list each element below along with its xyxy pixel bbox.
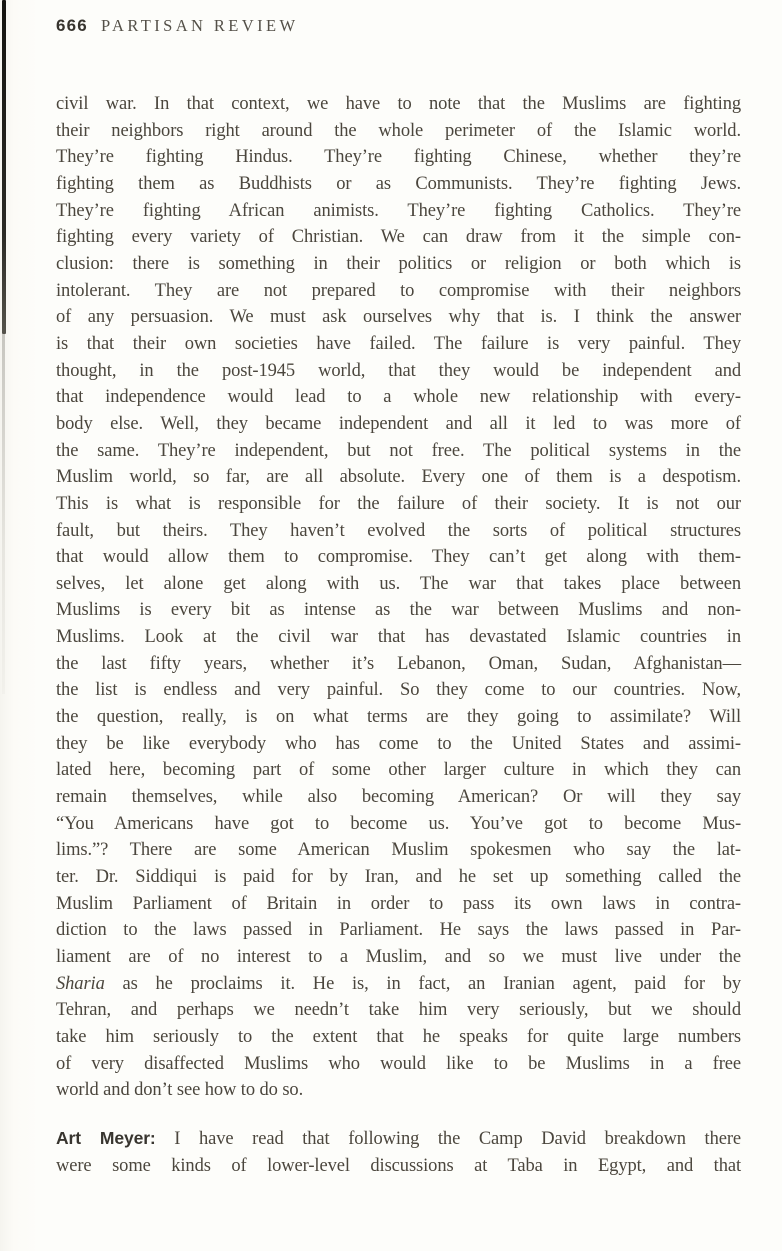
text-line — [56, 384, 741, 411]
italic-term: Sharia — [56, 973, 105, 994]
text-line — [56, 811, 741, 838]
paragraph — [56, 1125, 741, 1179]
text-segment: the question, really, is on what terms are they going to assimilate? Will — [56, 707, 741, 728]
text-line — [56, 891, 741, 918]
text-segment: were some kinds of lower-level discussions at Taba in Egypt, and that — [56, 1155, 741, 1176]
text-segment: is that their own societies have failed. The failure is very painful. They — [56, 333, 741, 354]
text-line — [56, 944, 741, 971]
text-segment: civil war. In that context, we have to note that the Muslims are fighting — [56, 94, 741, 114]
text-line — [56, 597, 741, 624]
text-line — [56, 624, 741, 651]
text-line — [56, 651, 741, 678]
text-line — [56, 1153, 741, 1180]
text-segment: fighting them as Buddhists or as Communists. They’re fighting Jews. — [56, 173, 741, 194]
journal-title: PARTISAN REVIEW — [100, 16, 299, 35]
text-line — [56, 704, 741, 731]
text-segment: diction to the laws passed in Parliament. He says the laws passed in Par- — [56, 920, 741, 941]
text-segment: clusion: there is something in their politics or religion or both which is — [56, 253, 741, 274]
text-segment: of any persuasion. We must ask ourselves why that is. I think the answer — [56, 307, 741, 328]
text-segment: Muslim world, so far, are all absolute. Every one of them is a despotism. — [56, 467, 741, 488]
text-segment: Muslims is every bit as intense as the war between Muslims and non- — [56, 600, 741, 621]
text-line — [56, 917, 741, 944]
text-line — [56, 1051, 741, 1078]
scan-edge-artifact — [2, 0, 6, 334]
text-segment: I have read that following the Camp David breakdown there — [155, 1128, 741, 1149]
text-segment: fault, but theirs. They haven’t evolved the sorts of political structures — [56, 520, 741, 541]
text-line — [56, 304, 741, 331]
text-line — [56, 677, 741, 704]
text-segment: body else. Well, they became independent and all it led to was more of — [56, 413, 741, 434]
text-line — [56, 464, 741, 491]
running-header — [56, 16, 298, 37]
text-segment: as he proclaims it. He is, in fact, an Iranian agent, paid for by — [104, 973, 741, 994]
text-line — [56, 358, 741, 385]
text-line — [56, 91, 741, 118]
text-segment: lated here, becoming part of some other larger culture in which they can — [56, 760, 741, 781]
paragraph — [56, 91, 741, 1104]
text-segment: ter. Dr. Siddiqui is paid for by Iran, and he set up something called the — [56, 867, 741, 888]
text-segment: the last fifty years, whether it’s Lebanon, Oman, Sudan, Afghanistan— — [56, 653, 741, 674]
text-line — [56, 971, 741, 998]
text-segment: their neighbors right around the whole perimeter of the Islamic world. — [56, 120, 741, 141]
text-line — [56, 864, 741, 891]
text-segment: that independence would lead to a whole new relationship with every- — [56, 387, 741, 408]
text-line — [56, 171, 741, 198]
text-line — [56, 571, 741, 598]
text-segment: remain themselves, while also becoming American? Or will they say — [56, 787, 741, 808]
scan-edge-artifact-faint — [2, 334, 5, 694]
page-body — [56, 91, 741, 1179]
text-segment: This is what is responsible for the failure of their society. It is not our — [56, 493, 741, 514]
text-segment: the list is endless and very painful. So they come to our countries. Now, — [56, 680, 741, 701]
text-line — [56, 837, 741, 864]
text-line — [56, 491, 741, 518]
speaker-name: Art Meyer: — [56, 1127, 156, 1148]
text-line — [56, 544, 741, 571]
text-line — [56, 411, 741, 438]
page-number: 666 — [56, 16, 88, 35]
text-segment: the same. They’re independent, but not free. The political systems in the — [56, 440, 741, 461]
text-segment: thought, in the post-1945 world, that they would be independent and — [56, 360, 741, 381]
text-line — [56, 997, 741, 1024]
text-segment: take him seriously to the extent that he speaks for quite large numbers — [56, 1026, 741, 1047]
text-line — [56, 518, 741, 545]
text-line — [56, 757, 741, 784]
text-line — [56, 224, 741, 251]
text-line — [56, 118, 741, 145]
text-line — [56, 1024, 741, 1051]
text-segment: liament are of no interest to a Muslim, and so we must live under the — [56, 947, 741, 967]
text-segment: They’re fighting Hindus. They’re fighting Chinese, whether they’re — [56, 147, 741, 168]
text-line — [56, 251, 741, 278]
text-segment: Muslims. Look at the civil war that has devastated Islamic countries in — [56, 627, 741, 648]
text-line — [56, 438, 741, 465]
text-line — [56, 1077, 741, 1104]
text-segment: Muslim Parliament of Britain in order to pass its own laws in contra- — [56, 893, 741, 914]
text-segment: that would allow them to compromise. They can’t get along with them- — [56, 547, 741, 568]
text-line — [56, 144, 741, 171]
text-segment: They’re fighting African animists. They’re fighting Catholics. They’re — [56, 200, 741, 221]
text-segment: world and don’t see how to do so. — [56, 1080, 304, 1101]
text-line — [56, 331, 741, 358]
text-line — [56, 731, 741, 758]
text-segment: fighting every variety of Christian. We can draw from it the simple con- — [56, 227, 741, 248]
text-segment: Tehran, and perhaps we needn’t take him very seriously, but we should — [56, 1000, 741, 1021]
text-segment: they be like everybody who has come to the United States and assimi- — [56, 733, 741, 754]
text-segment: lims.”? There are some American Muslim spokesmen who say the lat- — [56, 840, 741, 861]
text-line — [56, 278, 741, 305]
text-segment: “You Americans have got to become us. You’ve got to become Mus- — [56, 813, 741, 834]
text-line — [56, 1125, 741, 1153]
text-line — [56, 198, 741, 225]
text-segment: selves, let alone get along with us. The war that takes place between — [56, 573, 741, 594]
text-segment: intolerant. They are not prepared to compromise with their neighbors — [56, 280, 741, 301]
text-line — [56, 784, 741, 811]
text-segment: of very disaffected Muslims who would like to be Muslims in a free — [56, 1053, 741, 1074]
